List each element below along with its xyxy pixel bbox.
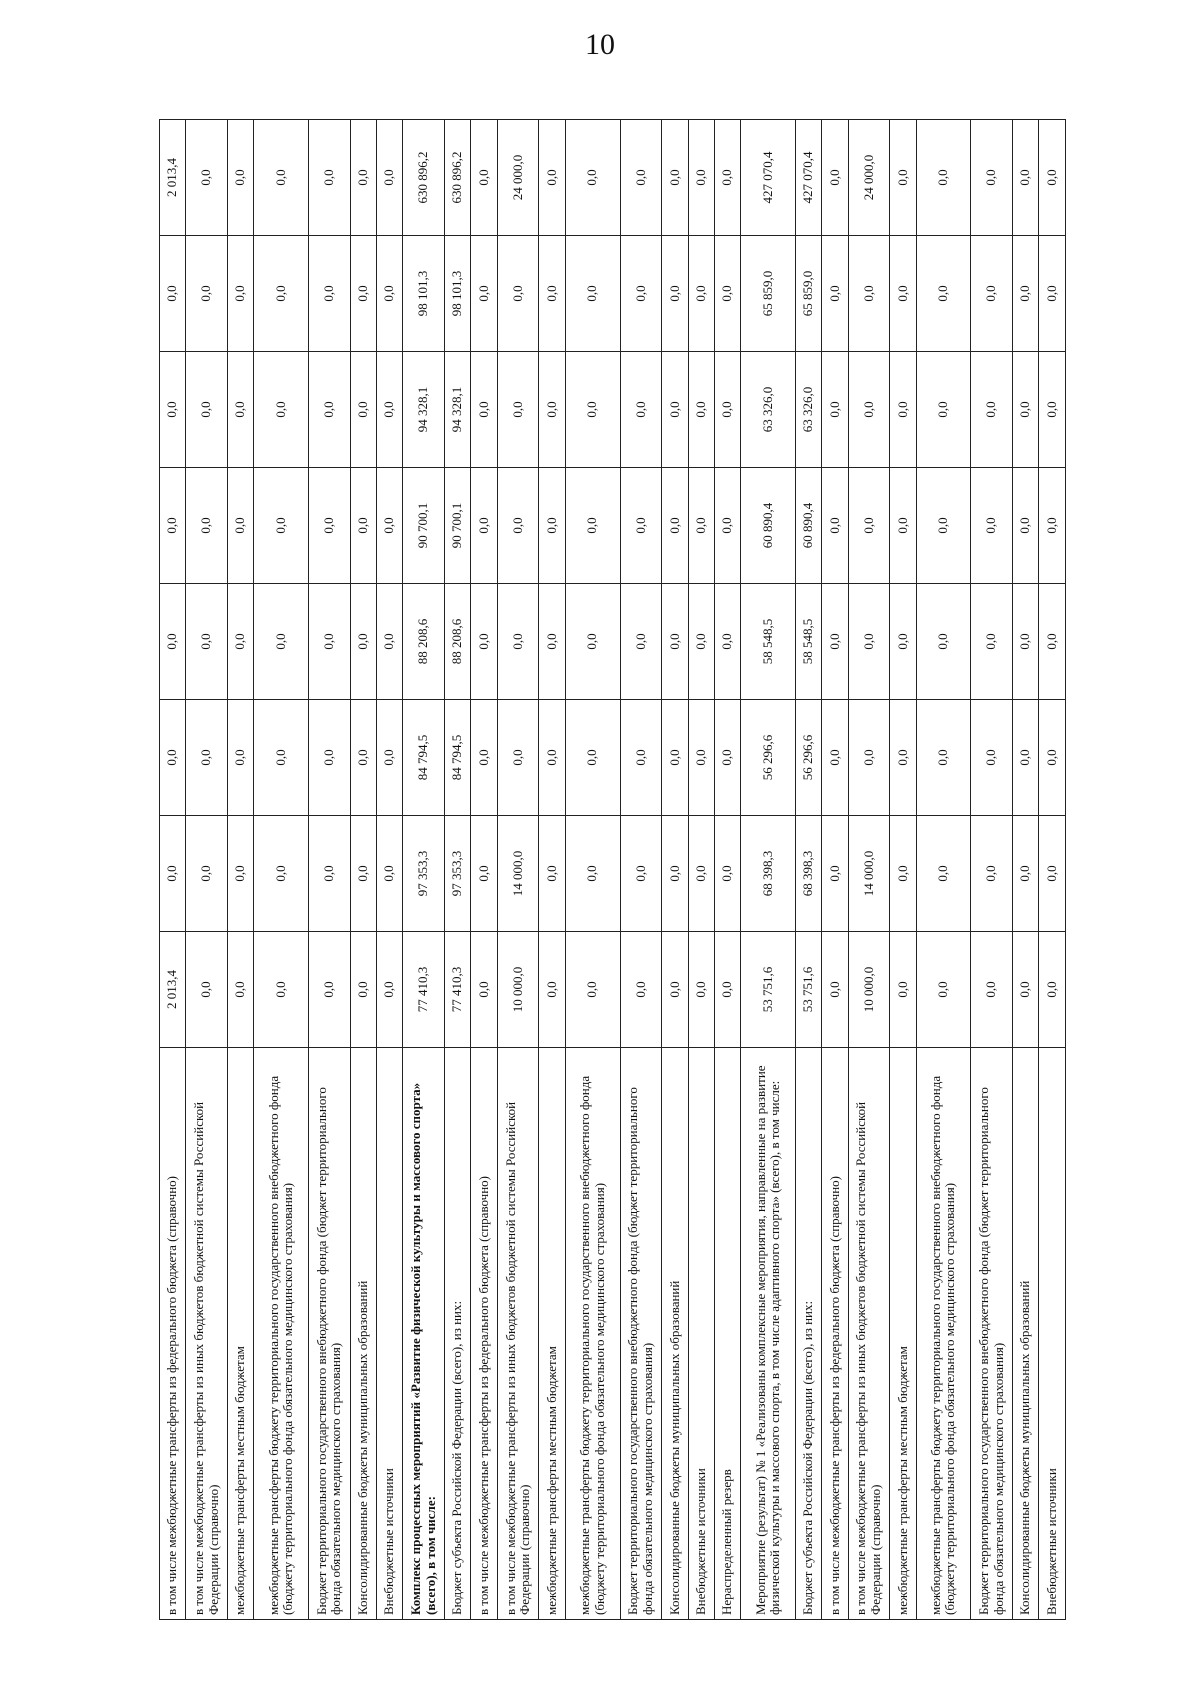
value-cell: 0,0 xyxy=(620,236,662,352)
value-cell: 0,0 xyxy=(565,120,620,236)
value-cell: 0,0 xyxy=(688,120,714,236)
row-label: в том числе межбюджетные трансферты из иных бюджетов бюджетной системы Российской Федерации (справочно) xyxy=(186,1048,228,1620)
value-cell: 90 700,1 xyxy=(403,468,445,584)
row-label: Консолидированные бюджеты муниципальных образований xyxy=(1013,1048,1039,1620)
budget-table xyxy=(159,119,1066,1620)
value-cell: 0,0 xyxy=(186,236,228,352)
table-row xyxy=(350,120,376,1620)
value-cell: 58 548,5 xyxy=(741,584,796,700)
value-cell: 630 896,2 xyxy=(403,120,445,236)
value-cell: 0,0 xyxy=(497,236,539,352)
table-row xyxy=(186,120,228,1620)
value-cell: 94 328,1 xyxy=(403,352,445,468)
value-cell: 0,0 xyxy=(160,816,186,932)
row-label: Консолидированные бюджеты муниципальных образований xyxy=(350,1048,376,1620)
value-cell: 88 208,6 xyxy=(445,584,471,700)
value-cell: 68 398,3 xyxy=(795,816,821,932)
row-label: межбюджетные трансферты местным бюджетам xyxy=(227,1048,253,1620)
value-cell: 0,0 xyxy=(822,816,848,932)
value-cell: 0,0 xyxy=(971,584,1013,700)
value-cell: 0,0 xyxy=(377,120,403,236)
table-row xyxy=(822,120,848,1620)
table-row xyxy=(688,120,714,1620)
value-cell: 53 751,6 xyxy=(741,932,796,1048)
row-label: межбюджетные трансферты бюджету территориального государственного внебюджетного фонда (бюджету территориального фонда обязательного медицинского страхования) xyxy=(916,1048,971,1620)
value-cell: 0,0 xyxy=(916,468,971,584)
value-cell: 63 326,0 xyxy=(795,352,821,468)
value-cell: 0,0 xyxy=(662,236,688,352)
value-cell: 0,0 xyxy=(565,700,620,816)
value-cell: 0,0 xyxy=(309,468,351,584)
table-row xyxy=(620,120,662,1620)
value-cell: 0,0 xyxy=(309,700,351,816)
table-row xyxy=(227,120,253,1620)
table-row xyxy=(539,120,565,1620)
value-cell: 0,0 xyxy=(309,816,351,932)
value-cell: 0,0 xyxy=(539,120,565,236)
row-label: межбюджетные трансферты бюджету территориального государственного внебюджетного фонда (бюджету территориального фонда обязательного медицинского страхования) xyxy=(254,1048,309,1620)
value-cell: 0,0 xyxy=(620,468,662,584)
value-cell: 0,0 xyxy=(227,816,253,932)
row-label: в том числе межбюджетные трансферты из федерального бюджета (справочно) xyxy=(471,1048,497,1620)
value-cell: 90 700,1 xyxy=(445,468,471,584)
value-cell: 0,0 xyxy=(971,816,1013,932)
value-cell: 630 896,2 xyxy=(445,120,471,236)
row-label: в том числе межбюджетные трансферты из федерального бюджета (справочно) xyxy=(822,1048,848,1620)
value-cell: 0,0 xyxy=(688,816,714,932)
value-cell: 0,0 xyxy=(822,932,848,1048)
value-cell: 10 000,0 xyxy=(848,932,890,1048)
value-cell: 0,0 xyxy=(254,816,309,932)
value-cell: 14 000,0 xyxy=(497,816,539,932)
value-cell: 0,0 xyxy=(497,352,539,468)
value-cell: 0,0 xyxy=(688,932,714,1048)
row-label: Комплекс процессных мероприятий «Развитие физической культуры и массового спорта» (всего), в том числе: xyxy=(403,1048,445,1620)
value-cell: 0,0 xyxy=(848,352,890,468)
value-cell: 0,0 xyxy=(350,468,376,584)
table-row xyxy=(1039,120,1066,1620)
table-row xyxy=(714,120,740,1620)
value-cell: 0,0 xyxy=(890,932,916,1048)
value-cell: 0,0 xyxy=(916,584,971,700)
value-cell: 0,0 xyxy=(714,932,740,1048)
value-cell: 24 000,0 xyxy=(497,120,539,236)
value-cell: 0,0 xyxy=(890,700,916,816)
value-cell: 0,0 xyxy=(186,932,228,1048)
value-cell: 0,0 xyxy=(350,816,376,932)
value-cell: 0,0 xyxy=(539,468,565,584)
table-row xyxy=(1013,120,1039,1620)
value-cell: 0,0 xyxy=(688,700,714,816)
value-cell: 0,0 xyxy=(848,468,890,584)
value-cell: 0,0 xyxy=(688,236,714,352)
value-cell: 0,0 xyxy=(350,584,376,700)
value-cell: 97 353,3 xyxy=(445,816,471,932)
value-cell: 427 070,4 xyxy=(741,120,796,236)
value-cell: 0,0 xyxy=(227,700,253,816)
value-cell: 0,0 xyxy=(254,584,309,700)
value-cell: 0,0 xyxy=(688,352,714,468)
value-cell: 0,0 xyxy=(565,352,620,468)
budget-table-body xyxy=(160,120,1066,1620)
value-cell: 0,0 xyxy=(565,468,620,584)
value-cell: 0,0 xyxy=(890,120,916,236)
value-cell: 0,0 xyxy=(1039,584,1066,700)
value-cell: 14 000,0 xyxy=(848,816,890,932)
value-cell: 0,0 xyxy=(377,468,403,584)
value-cell: 0,0 xyxy=(620,352,662,468)
value-cell: 0,0 xyxy=(186,120,228,236)
value-cell: 0,0 xyxy=(848,236,890,352)
value-cell: 0,0 xyxy=(565,816,620,932)
value-cell: 0,0 xyxy=(186,352,228,468)
value-cell: 0,0 xyxy=(471,468,497,584)
value-cell: 0,0 xyxy=(471,352,497,468)
page-number: 10 xyxy=(585,28,615,61)
value-cell: 0,0 xyxy=(471,236,497,352)
value-cell: 0,0 xyxy=(377,816,403,932)
value-cell: 0,0 xyxy=(662,700,688,816)
table-row xyxy=(471,120,497,1620)
table-row xyxy=(662,120,688,1620)
value-cell: 0,0 xyxy=(662,816,688,932)
value-cell: 0,0 xyxy=(714,352,740,468)
value-cell: 0,0 xyxy=(227,932,253,1048)
value-cell: 0,0 xyxy=(890,584,916,700)
value-cell: 58 548,5 xyxy=(795,584,821,700)
value-cell: 0,0 xyxy=(620,932,662,1048)
value-cell: 0,0 xyxy=(620,816,662,932)
value-cell: 0,0 xyxy=(186,816,228,932)
value-cell: 0,0 xyxy=(916,816,971,932)
row-label: Бюджет субъекта Российской Федерации (всего), из них: xyxy=(445,1048,471,1620)
value-cell: 0,0 xyxy=(971,120,1013,236)
value-cell: 0,0 xyxy=(971,352,1013,468)
value-cell: 0,0 xyxy=(497,700,539,816)
value-cell: 77 410,3 xyxy=(445,932,471,1048)
value-cell: 0,0 xyxy=(309,236,351,352)
value-cell: 0,0 xyxy=(471,700,497,816)
value-cell: 0,0 xyxy=(539,932,565,1048)
value-cell: 60 890,4 xyxy=(795,468,821,584)
value-cell: 0,0 xyxy=(1039,816,1066,932)
value-cell: 56 296,6 xyxy=(741,700,796,816)
value-cell: 0,0 xyxy=(848,700,890,816)
value-cell: 0,0 xyxy=(186,700,228,816)
value-cell: 0,0 xyxy=(1013,584,1039,700)
value-cell: 0,0 xyxy=(620,120,662,236)
value-cell: 0,0 xyxy=(822,700,848,816)
value-cell: 0,0 xyxy=(1013,236,1039,352)
row-label: межбюджетные трансферты местным бюджетам xyxy=(539,1048,565,1620)
value-cell: 0,0 xyxy=(539,816,565,932)
value-cell: 0,0 xyxy=(254,932,309,1048)
value-cell: 0,0 xyxy=(822,120,848,236)
table-row xyxy=(890,120,916,1620)
value-cell: 0,0 xyxy=(822,468,848,584)
value-cell: 0,0 xyxy=(971,468,1013,584)
row-label: межбюджетные трансферты местным бюджетам xyxy=(890,1048,916,1620)
value-cell: 0,0 xyxy=(971,236,1013,352)
value-cell: 56 296,6 xyxy=(795,700,821,816)
value-cell: 0,0 xyxy=(186,584,228,700)
table-row xyxy=(916,120,971,1620)
table-row xyxy=(160,120,186,1620)
value-cell: 427 070,4 xyxy=(795,120,821,236)
value-cell: 0,0 xyxy=(309,932,351,1048)
value-cell: 0,0 xyxy=(471,120,497,236)
value-cell: 0,0 xyxy=(1013,700,1039,816)
value-cell: 94 328,1 xyxy=(445,352,471,468)
rotated-table-container xyxy=(159,120,1066,1620)
value-cell: 0,0 xyxy=(714,584,740,700)
value-cell: 0,0 xyxy=(309,584,351,700)
row-label: Консолидированные бюджеты муниципальных образований xyxy=(662,1048,688,1620)
table-row xyxy=(848,120,890,1620)
value-cell: 84 794,5 xyxy=(445,700,471,816)
table-row xyxy=(497,120,539,1620)
value-cell: 0,0 xyxy=(890,352,916,468)
value-cell: 0,0 xyxy=(160,584,186,700)
table-row xyxy=(377,120,403,1620)
value-cell: 0,0 xyxy=(916,236,971,352)
value-cell: 0,0 xyxy=(350,700,376,816)
value-cell: 0,0 xyxy=(254,700,309,816)
value-cell: 0,0 xyxy=(160,352,186,468)
value-cell: 0,0 xyxy=(227,352,253,468)
table-row xyxy=(254,120,309,1620)
value-cell: 0,0 xyxy=(714,700,740,816)
row-label: Бюджет территориального государственного внебюджетного фонда (бюджет территориального фонда обязательного медицинского страхования) xyxy=(309,1048,351,1620)
value-cell: 0,0 xyxy=(890,816,916,932)
value-cell: 0,0 xyxy=(1039,932,1066,1048)
value-cell: 0,0 xyxy=(539,352,565,468)
value-cell: 0,0 xyxy=(350,352,376,468)
value-cell: 0,0 xyxy=(688,468,714,584)
value-cell: 0,0 xyxy=(971,700,1013,816)
row-label: Внебюджетные источники xyxy=(688,1048,714,1620)
value-cell: 0,0 xyxy=(1039,700,1066,816)
value-cell: 84 794,5 xyxy=(403,700,445,816)
value-cell: 0,0 xyxy=(1039,468,1066,584)
value-cell: 0,0 xyxy=(971,932,1013,1048)
table-row xyxy=(565,120,620,1620)
value-cell: 65 859,0 xyxy=(741,236,796,352)
value-cell: 97 353,3 xyxy=(403,816,445,932)
value-cell: 0,0 xyxy=(714,468,740,584)
value-cell: 0,0 xyxy=(309,352,351,468)
value-cell: 0,0 xyxy=(539,236,565,352)
value-cell: 0,0 xyxy=(620,584,662,700)
value-cell: 60 890,4 xyxy=(741,468,796,584)
value-cell: 0,0 xyxy=(377,700,403,816)
value-cell: 65 859,0 xyxy=(795,236,821,352)
row-label: в том числе межбюджетные трансферты из иных бюджетов бюджетной системы Российской Федерации (справочно) xyxy=(848,1048,890,1620)
value-cell: 0,0 xyxy=(714,816,740,932)
value-cell: 0,0 xyxy=(714,236,740,352)
value-cell: 0,0 xyxy=(1039,120,1066,236)
value-cell: 0,0 xyxy=(822,352,848,468)
value-cell: 0,0 xyxy=(890,468,916,584)
value-cell: 77 410,3 xyxy=(403,932,445,1048)
row-label: Мероприятие (результат) № 1 «Реализованы комплексные мероприятия, направленные на развитие физической культуры и массового спорта, в том числе адаптивного спорта» (всего), в том числе: xyxy=(741,1048,796,1620)
table-row xyxy=(403,120,445,1620)
value-cell: 0,0 xyxy=(497,468,539,584)
value-cell: 0,0 xyxy=(377,236,403,352)
value-cell: 0,0 xyxy=(227,468,253,584)
value-cell: 0,0 xyxy=(662,120,688,236)
value-cell: 0,0 xyxy=(1013,932,1039,1048)
value-cell: 0,0 xyxy=(1013,468,1039,584)
row-label: межбюджетные трансферты бюджету территориального государственного внебюджетного фонда (бюджету территориального фонда обязательного медицинского страхования) xyxy=(565,1048,620,1620)
value-cell: 0,0 xyxy=(227,120,253,236)
row-label: в том числе межбюджетные трансферты из иных бюджетов бюджетной системы Российской Федерации (справочно) xyxy=(497,1048,539,1620)
value-cell: 0,0 xyxy=(186,468,228,584)
value-cell: 0,0 xyxy=(1039,236,1066,352)
value-cell: 88 208,6 xyxy=(403,584,445,700)
value-cell: 0,0 xyxy=(662,584,688,700)
value-cell: 0,0 xyxy=(848,584,890,700)
table-row xyxy=(795,120,821,1620)
value-cell: 0,0 xyxy=(377,584,403,700)
value-cell: 0,0 xyxy=(227,236,253,352)
value-cell: 0,0 xyxy=(471,816,497,932)
value-cell: 0,0 xyxy=(254,352,309,468)
row-label: Нераспределенный резерв xyxy=(714,1048,740,1620)
value-cell: 0,0 xyxy=(539,584,565,700)
table-row xyxy=(741,120,796,1620)
row-label: Внебюджетные источники xyxy=(1039,1048,1066,1620)
value-cell: 0,0 xyxy=(662,468,688,584)
value-cell: 0,0 xyxy=(1013,120,1039,236)
value-cell: 0,0 xyxy=(377,352,403,468)
value-cell: 0,0 xyxy=(227,584,253,700)
value-cell: 0,0 xyxy=(350,932,376,1048)
value-cell: 0,0 xyxy=(539,700,565,816)
value-cell: 0,0 xyxy=(565,932,620,1048)
value-cell: 2 013,4 xyxy=(160,932,186,1048)
value-cell: 0,0 xyxy=(160,468,186,584)
value-cell: 0,0 xyxy=(377,932,403,1048)
value-cell: 0,0 xyxy=(565,236,620,352)
value-cell: 0,0 xyxy=(890,236,916,352)
value-cell: 98 101,3 xyxy=(445,236,471,352)
value-cell: 2 013,4 xyxy=(160,120,186,236)
value-cell: 0,0 xyxy=(350,236,376,352)
value-cell: 0,0 xyxy=(916,700,971,816)
value-cell: 0,0 xyxy=(350,120,376,236)
value-cell: 0,0 xyxy=(254,120,309,236)
row-label: Бюджет территориального государственного внебюджетного фонда (бюджет территориального фонда обязательного медицинского страхования) xyxy=(620,1048,662,1620)
value-cell: 0,0 xyxy=(254,468,309,584)
value-cell: 0,0 xyxy=(714,120,740,236)
value-cell: 10 000,0 xyxy=(497,932,539,1048)
value-cell: 24 000,0 xyxy=(848,120,890,236)
value-cell: 0,0 xyxy=(1013,816,1039,932)
row-label: Бюджет субъекта Российской Федерации (всего), из них: xyxy=(795,1048,821,1620)
value-cell: 0,0 xyxy=(1039,352,1066,468)
row-label: в том числе межбюджетные трансферты из федерального бюджета (справочно) xyxy=(160,1048,186,1620)
table-row xyxy=(445,120,471,1620)
value-cell: 0,0 xyxy=(916,932,971,1048)
value-cell: 0,0 xyxy=(620,700,662,816)
row-label: Внебюджетные источники xyxy=(377,1048,403,1620)
value-cell: 0,0 xyxy=(160,236,186,352)
value-cell: 63 326,0 xyxy=(741,352,796,468)
row-label: Бюджет территориального государственного внебюджетного фонда (бюджет территориального фонда обязательного медицинского страхования) xyxy=(971,1048,1013,1620)
value-cell: 0,0 xyxy=(1013,352,1039,468)
value-cell: 0,0 xyxy=(497,584,539,700)
table-row xyxy=(971,120,1013,1620)
value-cell: 0,0 xyxy=(160,700,186,816)
value-cell: 0,0 xyxy=(916,120,971,236)
value-cell: 0,0 xyxy=(471,932,497,1048)
value-cell: 0,0 xyxy=(822,584,848,700)
value-cell: 0,0 xyxy=(254,236,309,352)
value-cell: 0,0 xyxy=(309,120,351,236)
value-cell: 53 751,6 xyxy=(795,932,821,1048)
value-cell: 0,0 xyxy=(565,584,620,700)
value-cell: 0,0 xyxy=(916,352,971,468)
value-cell: 0,0 xyxy=(471,584,497,700)
value-cell: 98 101,3 xyxy=(403,236,445,352)
value-cell: 68 398,3 xyxy=(741,816,796,932)
value-cell: 0,0 xyxy=(822,236,848,352)
value-cell: 0,0 xyxy=(662,352,688,468)
value-cell: 0,0 xyxy=(662,932,688,1048)
table-row xyxy=(309,120,351,1620)
value-cell: 0,0 xyxy=(688,584,714,700)
